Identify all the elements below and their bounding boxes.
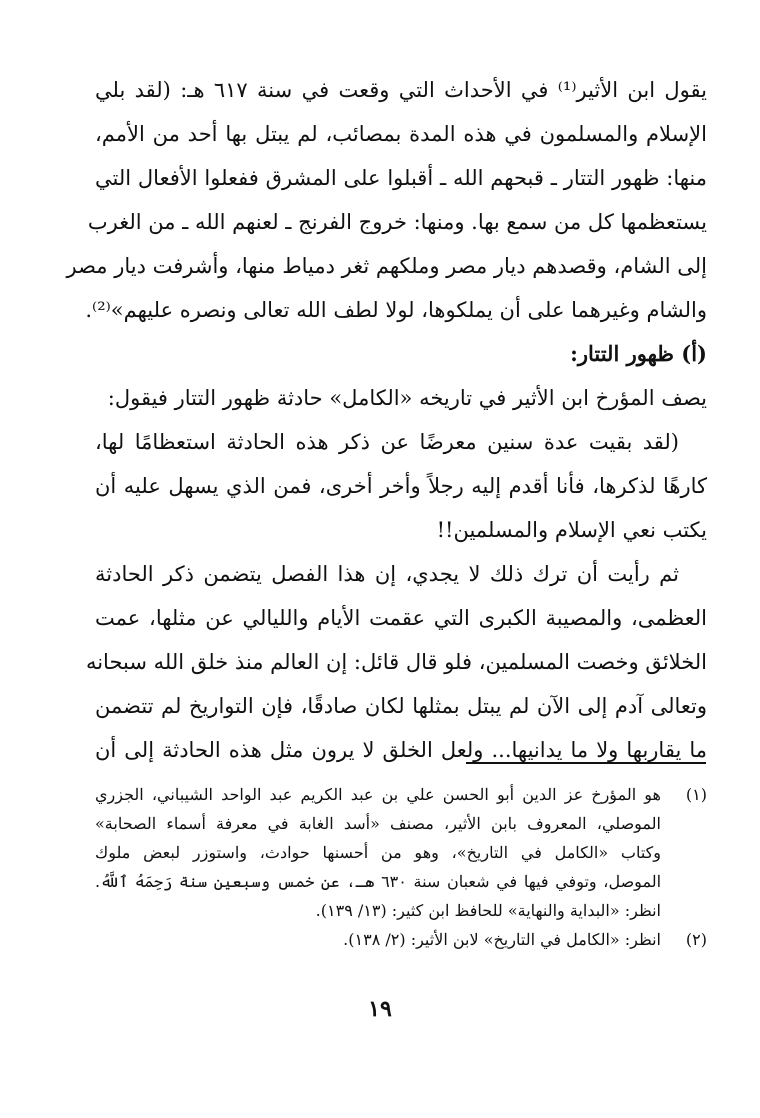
footnote-1-line-2: الموصلي، المعروف بابن الأثير، مصنف «أسد الغابة في معرفة أسماء الصحابة»	[95, 814, 661, 833]
footnote-1-line-3: وكتاب «الكامل في التاريخ»، وهو من أحسنها حوادث، واستوزر لبعض ملوك	[95, 843, 662, 862]
text-line-12: ثم رأيت أن ترك ذلك لا يجدي، إن هذا الفصل يتضمن ذكر الحادثة	[95, 562, 679, 586]
section-heading: (أ) ظهور التتار:	[570, 341, 707, 366]
page-number: ١٩	[368, 996, 392, 1022]
footnote-1-body	[95, 780, 661, 925]
footnote-2	[95, 925, 707, 954]
text-line-15: وتعالى آدم إلى الآن لم يبتل بمثلها لكان صادقًا، فإن التواريخ لم تتضمن	[95, 694, 707, 718]
text-line-1: يقول ابن الأثير⁽¹⁾ في الأحداث التي وقعت في سنة ٦١٧ هـ: (لقد بلي	[95, 78, 707, 102]
text-line-10: كارهًا لذكرها، فأنا أقدم إليه رجلاً وأخر أخرى، فمن الذي يسهل عليه أن	[95, 474, 707, 498]
footnote-2-number: (٢)	[685, 930, 707, 949]
footnote-2-line-1: انظر: «الكامل في التاريخ» لابن الأثير: (٢/ ١٣٨).	[343, 930, 661, 949]
footnote-2-body	[95, 925, 661, 954]
footnote-divider	[466, 762, 706, 764]
text-line-16: ما يقاربها ولا ما يدانيها... ولعل الخلق لا يرون مثل هذه الحادثة إلى أن	[95, 738, 707, 762]
text-line-8: يصف المؤرخ ابن الأثير في تاريخه «الكامل» حادثة ظهور التتار فيقول:	[107, 386, 707, 410]
text-line-14: الخلائق وخصت المسلمين، فلو قال قائل: إن العالم منذ خلق الله سبحانه	[85, 650, 707, 674]
text-line-2: الإسلام والمسلمون في هذه المدة بمصائب، لم يبتل بها أحد من الأمم،	[95, 122, 707, 146]
text-line-11: يكتب نعي الإسلام والمسلمين!!	[436, 518, 707, 542]
text-line-6: والشام وغيرهما على أن يملكوها، لولا لطف الله تعالى ونصره عليهم»⁽²⁾.	[85, 298, 707, 322]
footnote-1-line-4: الموصل، وتوفي فيها في شعبان سنة ٦٣٠ هـ، عن خمس وسبعين سنة رَحِمَهُ ٱللَّهُ.	[95, 872, 662, 891]
main-text	[66, 68, 707, 772]
text-line-9: (لقد بقيت عدة سنين معرضًا عن ذكر هذه الحادثة استعظامًا لها،	[95, 430, 679, 454]
footnotes	[95, 780, 707, 954]
footnote-1-line-1: هو المؤرخ عز الدين أبو الحسن علي بن عبد الكريم عبد الواحد الشيباني، الجزري	[95, 785, 661, 804]
text-line-4: يستعظمها كل من سمع بها. ومنها: خروج الفرنج ـ لعنهم الله ـ من الغرب	[87, 210, 707, 234]
text-line-13: العظمى، والمصيبة الكبرى التي عقمت الأيام والليالي عن مثلها، عمت	[95, 606, 707, 630]
footnote-1	[95, 780, 707, 925]
text-line-3: منها: ظهور التتار ـ قبحهم الله ـ أقبلوا على المشرق ففعلوا الأفعال التي	[95, 166, 707, 190]
footnote-1-line-5: انظر: «البداية والنهاية» للحافظ ابن كثير: (١٣/ ١٣٩).	[315, 901, 661, 920]
text-line-5: إلى الشام، وقصدهم ديار مصر وملكهم ثغر دمياط منها، وأشرفت ديار مصر	[66, 254, 707, 278]
footnote-1-number: (١)	[685, 785, 707, 804]
